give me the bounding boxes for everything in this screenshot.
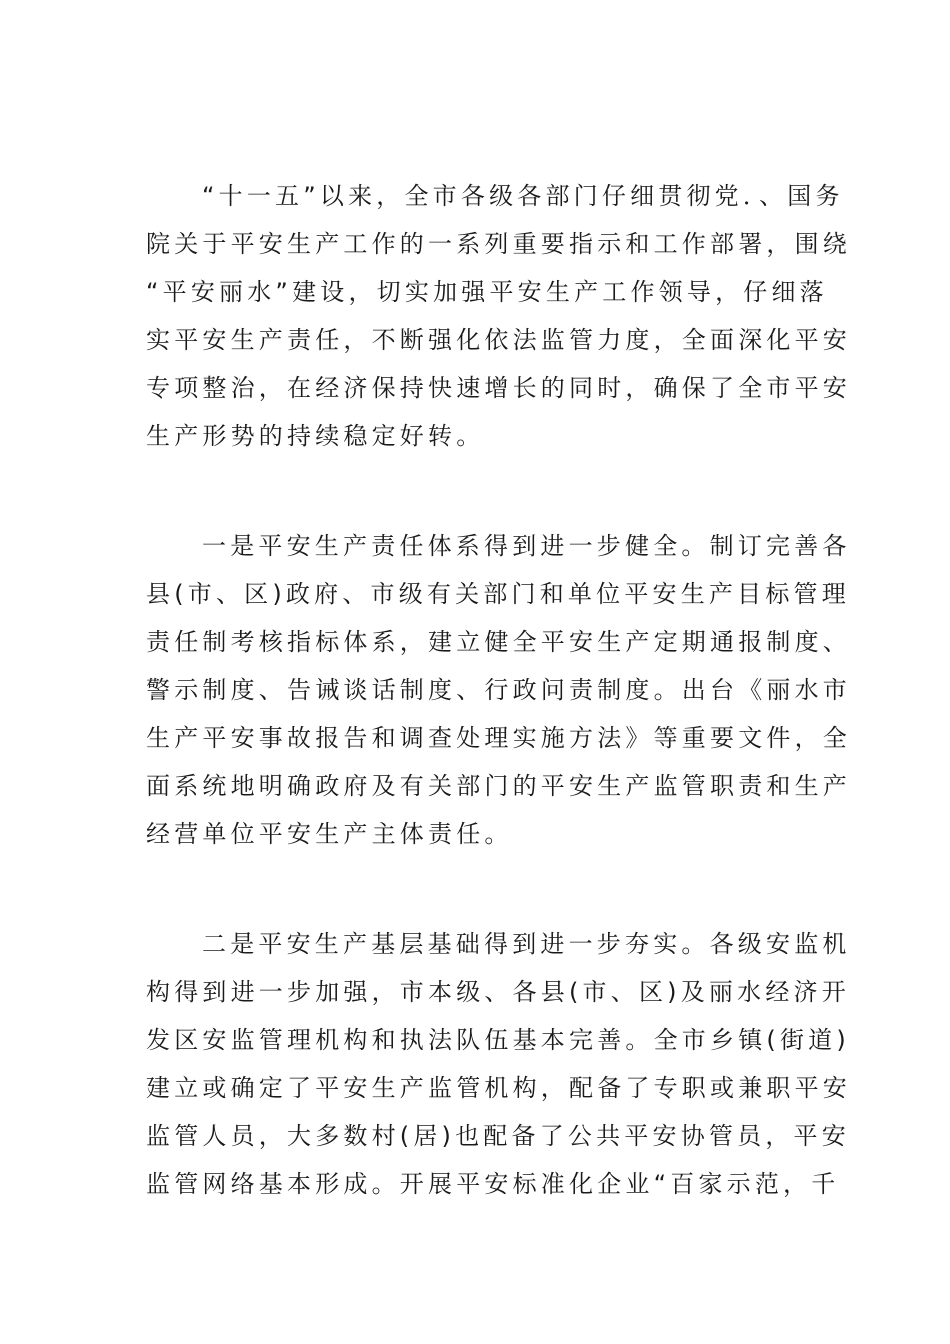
text-line: 监管人员，大多数村(居)也配备了公共平安协管员，平安 bbox=[146, 1122, 850, 1150]
paragraph-intro bbox=[146, 172, 851, 460]
paragraph-grassroots-foundation bbox=[146, 920, 851, 1208]
text-line: 建立或确定了平安生产监管机构，配备了专职或兼职平安 bbox=[146, 1074, 851, 1102]
paragraph-responsibility-system bbox=[146, 522, 851, 858]
text-line: 发区安监管理机构和执法队伍基本完善。全市乡镇(街道) bbox=[146, 1026, 850, 1054]
text-line: 院关于平安生产工作的一系列重要指示和工作部署，围绕 bbox=[146, 230, 851, 258]
text-line: 责任制考核指标体系，建立健全平安生产定期通报制度、 bbox=[146, 628, 851, 656]
text-line: 监管网络基本形成。开展平安标准化企业“百家示范，千 bbox=[146, 1170, 840, 1198]
text-line: 面系统地明确政府及有关部门的平安生产监管职责和生产 bbox=[146, 772, 851, 800]
text-line: “十一五”以来，全市各级各部门仔细贯彻党．、国务 bbox=[202, 182, 844, 210]
text-line: 实平安生产责任，不断强化依法监管力度，全面深化平安 bbox=[146, 326, 851, 354]
text-line: 警示制度、告诫谈话制度、行政问责制度。出台《丽水市 bbox=[146, 676, 851, 704]
text-line: 二是平安生产基层基础得到进一步夯实。各级安监机 bbox=[202, 930, 851, 958]
text-line: “平安丽水”建设，切实加强平安生产工作领导，仔细落 bbox=[146, 278, 828, 306]
text-line: 经营单位平安生产主体责任。 bbox=[146, 820, 513, 848]
text-line: 生产形势的持续稳定好转。 bbox=[146, 422, 485, 450]
text-line: 县(市、区)政府、市级有关部门和单位平安生产目标管理 bbox=[146, 580, 850, 608]
text-line: 一是平安生产责任体系得到进一步健全。制订完善各 bbox=[202, 532, 851, 560]
text-line: 生产平安事故报告和调查处理实施方法》等重要文件，全 bbox=[146, 724, 851, 752]
text-line: 专项整治，在经济保持快速增长的同时，确保了全市平安 bbox=[146, 374, 851, 402]
text-line: 构得到进一步加强，市本级、各县(市、区)及丽水经济开 bbox=[146, 978, 850, 1006]
